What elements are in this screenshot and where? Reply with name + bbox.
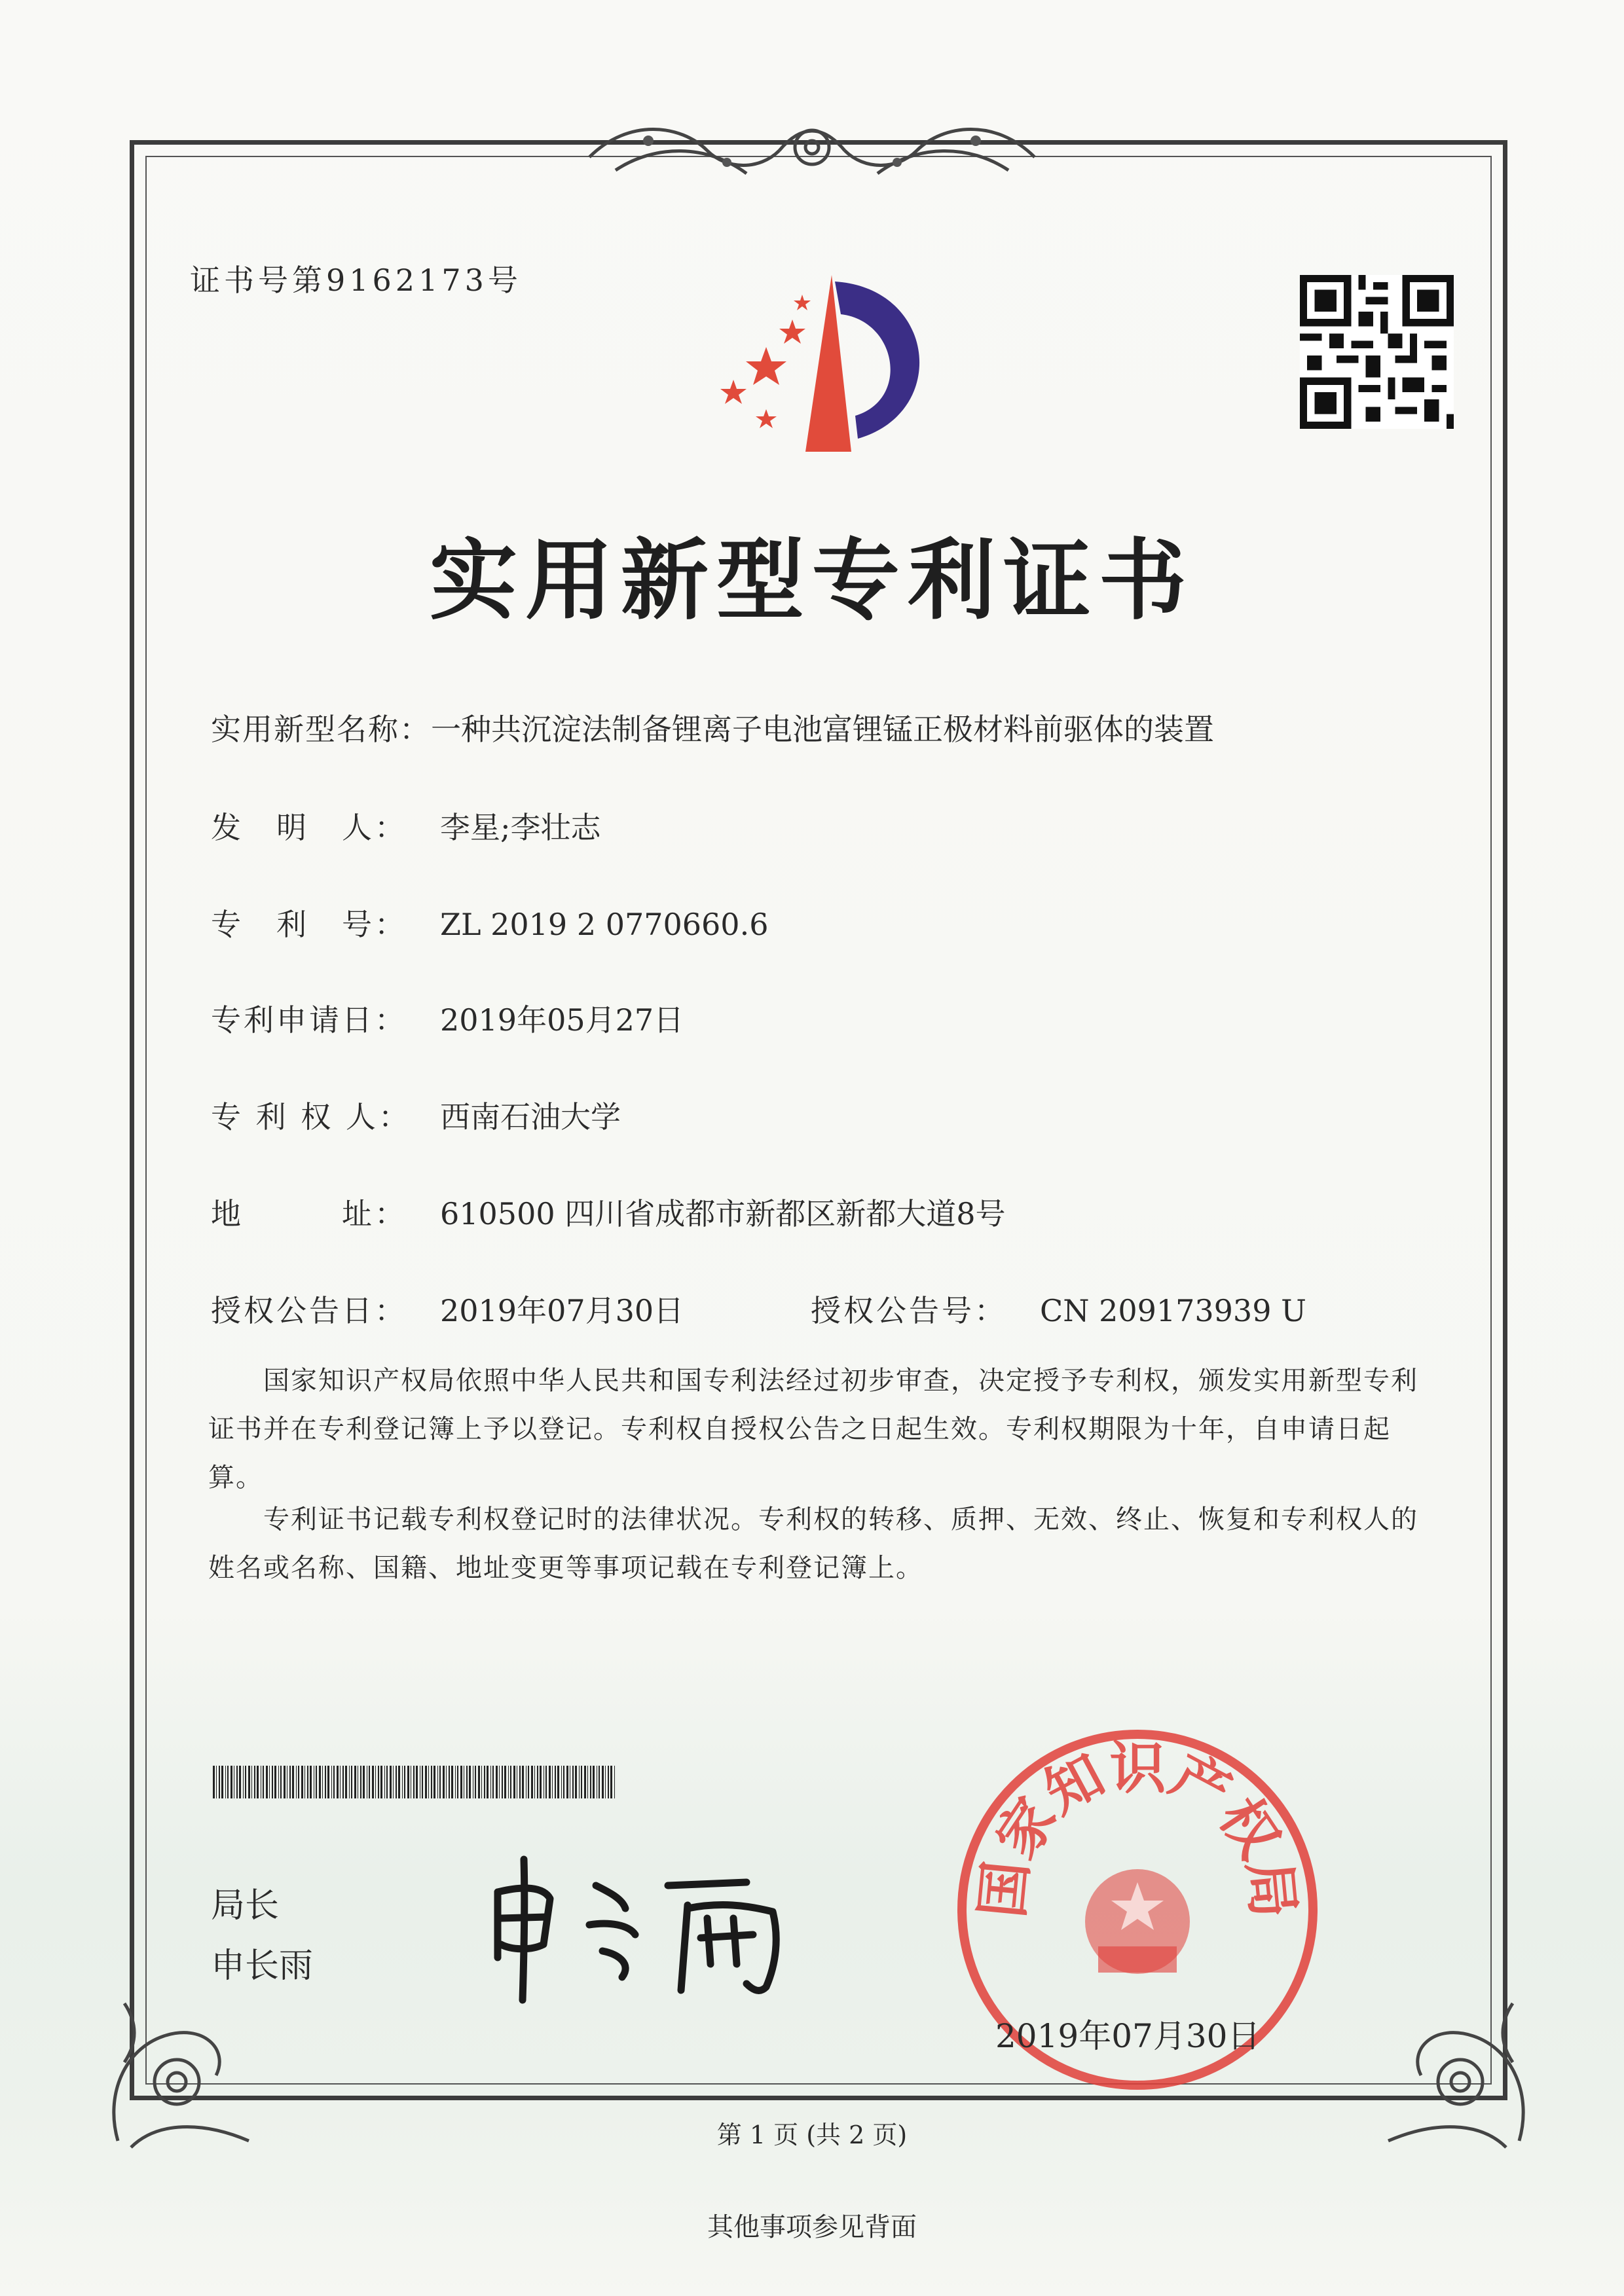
barcode-bar bbox=[579, 1766, 580, 1798]
barcode-bar bbox=[407, 1766, 409, 1798]
barcode-bar bbox=[614, 1766, 615, 1798]
seal-date: 2019年07月30日 bbox=[995, 2017, 1261, 2055]
field-label: 专 利 权 人： bbox=[211, 1099, 411, 1135]
field-label: 发 明 人： bbox=[211, 810, 407, 845]
utility-model-name-row bbox=[211, 706, 1214, 749]
field-label: 地 址： bbox=[211, 1196, 407, 1231]
barcode-bar bbox=[369, 1766, 370, 1798]
barcode-bar bbox=[248, 1766, 250, 1798]
barcode-bar bbox=[451, 1766, 453, 1798]
barcode-bar bbox=[322, 1766, 323, 1798]
barcode-bar bbox=[563, 1766, 564, 1798]
barcode-bar bbox=[605, 1766, 606, 1798]
barcode-bar bbox=[552, 1766, 553, 1798]
barcode-bar bbox=[360, 1766, 361, 1798]
certificate-number: 证书号第9162173号 bbox=[190, 263, 522, 298]
field-label: 实用新型名称： bbox=[211, 712, 431, 747]
barcode-bar bbox=[257, 1766, 259, 1798]
seal-text: 国家知识产权局 bbox=[969, 1736, 1306, 1921]
barcode-bar bbox=[298, 1766, 299, 1798]
barcode-bar bbox=[575, 1766, 577, 1798]
barcode-bar bbox=[587, 1766, 588, 1798]
barcode-bar bbox=[296, 1766, 297, 1798]
barcode-bar bbox=[499, 1766, 500, 1798]
barcode-bar bbox=[475, 1766, 476, 1798]
barcode-bar bbox=[372, 1766, 374, 1798]
barcode-bar bbox=[227, 1766, 229, 1798]
barcode-bar bbox=[528, 1766, 529, 1798]
barcode-bar bbox=[327, 1766, 329, 1798]
patentee-row bbox=[211, 1093, 621, 1137]
barcode-bar bbox=[278, 1766, 279, 1798]
barcode-bar bbox=[325, 1766, 326, 1798]
barcode-bar bbox=[496, 1766, 498, 1798]
barcode-bar bbox=[519, 1766, 521, 1798]
barcode-bar bbox=[531, 1766, 533, 1798]
barcode-bar bbox=[378, 1766, 379, 1798]
signatory-name: 申长雨 bbox=[211, 1946, 314, 1986]
barcode-bar bbox=[469, 1766, 471, 1798]
grant-date-row bbox=[211, 1287, 684, 1330]
field-label: 授权公告号： bbox=[811, 1293, 1007, 1328]
field-label: 授权公告日： bbox=[211, 1293, 407, 1328]
barcode-bar bbox=[457, 1766, 458, 1798]
inventor-value: 李星;李壮志 bbox=[440, 810, 601, 845]
utility-model-name: 一种共沉淀法制备锂离子电池富锂锰正极材料前驱体的装置 bbox=[431, 712, 1214, 747]
barcode-bar bbox=[269, 1766, 270, 1798]
barcode-bar bbox=[555, 1766, 556, 1798]
barcode-bar bbox=[289, 1766, 291, 1798]
barcode-bar bbox=[446, 1766, 447, 1798]
barcode-bar bbox=[557, 1766, 559, 1798]
certificate-title: 实用新型专利证书 bbox=[429, 528, 1194, 632]
grant-date-value: 2019年07月30日 bbox=[440, 1293, 684, 1328]
barcode-bar bbox=[484, 1766, 485, 1798]
barcode-bar bbox=[540, 1766, 542, 1798]
barcode-bar bbox=[213, 1766, 215, 1798]
barcode-bar bbox=[239, 1766, 241, 1798]
barcode-bar bbox=[610, 1766, 612, 1798]
barcode-bar bbox=[236, 1766, 238, 1798]
patent-number-value: ZL 2019 2 0770660.6 bbox=[440, 907, 769, 942]
barcode-bar bbox=[431, 1766, 432, 1798]
barcode-bar bbox=[274, 1766, 276, 1798]
barcode-bar bbox=[490, 1766, 491, 1798]
barcode-bar bbox=[316, 1766, 317, 1798]
barcode-bar bbox=[608, 1766, 609, 1798]
barcode-bar bbox=[340, 1766, 341, 1798]
application-date-value: 2019年05月27日 bbox=[440, 1002, 684, 1038]
patent-office-logo bbox=[701, 262, 950, 458]
legal-status-paragraph: 专利证书记载专利权登记时的法律状况。专利权的转移、质押、无效、终止、恢复和专利权人的姓名或名称、国籍、地址变更等事项记载在专利登记簿上。 bbox=[208, 1504, 1418, 1583]
barcode-bar bbox=[404, 1766, 405, 1798]
barcode-bar bbox=[545, 1766, 547, 1798]
barcode-bar bbox=[437, 1766, 438, 1798]
handwritten-signature bbox=[471, 1846, 812, 2010]
barcode-bar bbox=[504, 1766, 506, 1798]
qr-code bbox=[1300, 275, 1454, 429]
barcode-bar bbox=[593, 1766, 595, 1798]
barcode-bar bbox=[216, 1766, 217, 1798]
top-ornament bbox=[576, 111, 1048, 190]
barcode-bar bbox=[537, 1766, 538, 1798]
barcode-bar bbox=[413, 1766, 415, 1798]
barcode-bar bbox=[455, 1766, 456, 1798]
barcode-bar bbox=[280, 1766, 282, 1798]
barcode-bar bbox=[384, 1766, 385, 1798]
barcode-bar bbox=[225, 1766, 226, 1798]
barcode-bar bbox=[393, 1766, 394, 1798]
barcode-bar bbox=[310, 1766, 312, 1798]
barcode-bar bbox=[396, 1766, 397, 1798]
barcode-bar bbox=[245, 1766, 246, 1798]
barcode-bar bbox=[481, 1766, 482, 1798]
address-value: 610500 四川省成都市新都区新都大道8号 bbox=[440, 1196, 1006, 1231]
page-number: 第 1 页 (共 2 页) bbox=[716, 2121, 908, 2149]
barcode-bar bbox=[508, 1766, 509, 1798]
barcode-bar bbox=[566, 1766, 568, 1798]
barcode-bar bbox=[243, 1766, 244, 1798]
barcode-bar bbox=[416, 1766, 418, 1798]
signatory-title: 局长 bbox=[211, 1886, 280, 1925]
barcode-bar bbox=[590, 1766, 591, 1798]
grant-number-row bbox=[811, 1287, 1306, 1330]
inventor-row bbox=[211, 804, 601, 847]
barcode-bar bbox=[251, 1766, 252, 1798]
grant-number-value: CN 209173939 U bbox=[1040, 1293, 1306, 1328]
barcode-bar bbox=[466, 1766, 468, 1798]
barcode-bar bbox=[345, 1766, 347, 1798]
barcode-bar bbox=[221, 1766, 223, 1798]
barcode bbox=[213, 1766, 619, 1798]
barcode-bar bbox=[434, 1766, 435, 1798]
barcode-bar bbox=[443, 1766, 445, 1798]
address-row bbox=[211, 1190, 1006, 1233]
barcode-bar bbox=[510, 1766, 511, 1798]
barcode-bar bbox=[219, 1766, 220, 1798]
barcode-bar bbox=[549, 1766, 551, 1798]
barcode-bar bbox=[522, 1766, 524, 1798]
barcode-bar bbox=[602, 1766, 604, 1798]
field-label: 专 利 号： bbox=[211, 907, 407, 942]
barcode-bar bbox=[254, 1766, 255, 1798]
barcode-bar bbox=[402, 1766, 403, 1798]
barcode-bar bbox=[492, 1766, 494, 1798]
barcode-bar bbox=[263, 1766, 264, 1798]
barcode-bar bbox=[231, 1766, 232, 1798]
barcode-bar bbox=[304, 1766, 305, 1798]
barcode-bar bbox=[342, 1766, 344, 1798]
barcode-bar bbox=[561, 1766, 562, 1798]
barcode-bar bbox=[354, 1766, 356, 1798]
barcode-bar bbox=[487, 1766, 489, 1798]
footer-note: 其他事项参见背面 bbox=[707, 2212, 917, 2242]
barcode-bar bbox=[319, 1766, 321, 1798]
barcode-bar bbox=[572, 1766, 574, 1798]
barcode-bar bbox=[422, 1766, 423, 1798]
barcode-bar bbox=[439, 1766, 441, 1798]
barcode-bar bbox=[363, 1766, 365, 1798]
barcode-bar bbox=[375, 1766, 376, 1798]
barcode-bar bbox=[301, 1766, 303, 1798]
barcode-bar bbox=[351, 1766, 352, 1798]
barcode-bar bbox=[307, 1766, 308, 1798]
field-label: 专利申请日： bbox=[211, 1002, 407, 1038]
barcode-bar bbox=[599, 1766, 600, 1798]
barcode-bar bbox=[502, 1766, 503, 1798]
barcode-bar bbox=[428, 1766, 429, 1798]
barcode-bar bbox=[349, 1766, 350, 1798]
barcode-bar bbox=[398, 1766, 400, 1798]
barcode-bar bbox=[449, 1766, 450, 1798]
barcode-bar bbox=[581, 1766, 582, 1798]
barcode-bar bbox=[425, 1766, 427, 1798]
application-date-row bbox=[211, 996, 684, 1040]
barcode-bar bbox=[584, 1766, 586, 1798]
barcode-bar bbox=[333, 1766, 335, 1798]
barcode-bar bbox=[337, 1766, 339, 1798]
barcode-bar bbox=[386, 1766, 388, 1798]
grant-statement-paragraph: 国家知识产权局依照中华人民共和国专利法经过初步审查，决定授予专利权，颁发实用新型专利证书并在专利登记簿上予以登记。专利权自授权公告之日起生效。专利权期限为十年，自申请日起算。 bbox=[208, 1366, 1418, 1493]
patentee-value: 西南石油大学 bbox=[440, 1099, 621, 1135]
barcode-bar bbox=[331, 1766, 332, 1798]
barcode-bar bbox=[534, 1766, 535, 1798]
barcode-bar bbox=[292, 1766, 294, 1798]
barcode-bar bbox=[478, 1766, 480, 1798]
barcode-bar bbox=[390, 1766, 392, 1798]
barcode-bar bbox=[266, 1766, 268, 1798]
barcode-bar bbox=[513, 1766, 515, 1798]
barcode-bar bbox=[272, 1766, 273, 1798]
patent-number-row bbox=[211, 901, 768, 944]
barcode-bar bbox=[380, 1766, 382, 1798]
barcode-bar bbox=[460, 1766, 462, 1798]
barcode-bar bbox=[284, 1766, 286, 1798]
